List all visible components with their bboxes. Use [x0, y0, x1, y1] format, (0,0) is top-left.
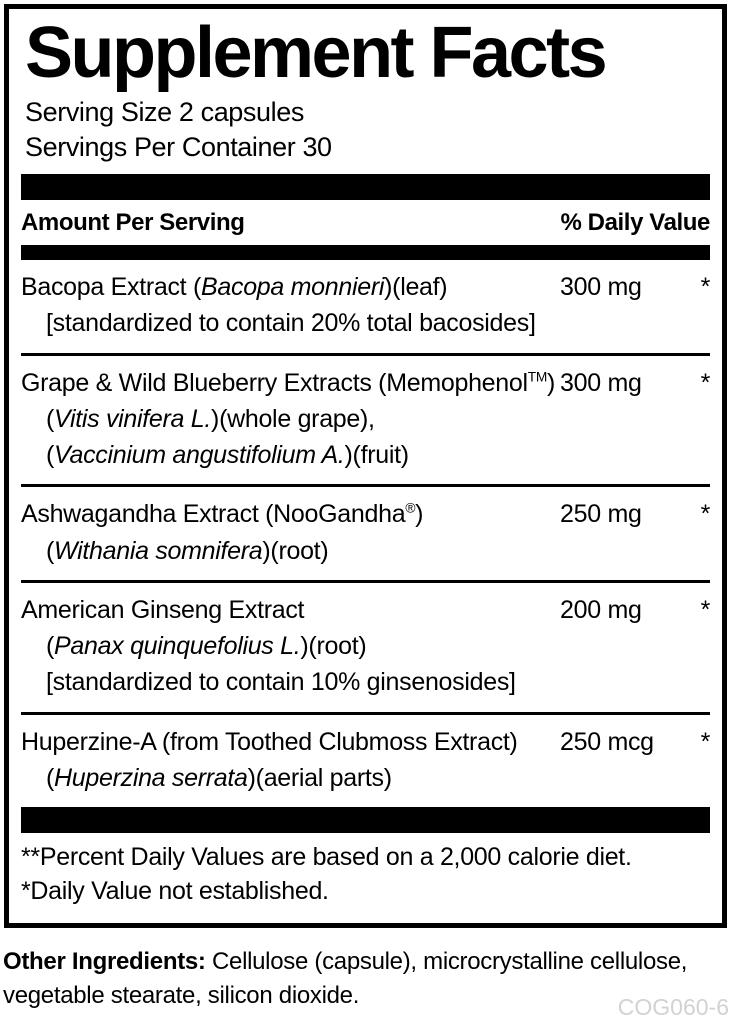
ingredient-name: Grape & Wild Blueberry Extracts (Memophenol™) [21, 368, 556, 397]
ingredient-row [21, 353, 710, 485]
ingredient-name-block [21, 592, 560, 701]
ingredient-daily-value: * [700, 500, 710, 529]
ingredient-daily-value: * [700, 595, 710, 624]
ingredient-amount: 200 mg [560, 595, 642, 624]
product-code: COG060-6 [617, 994, 729, 1020]
ingredient-detail: (Vaccinium angustifolium A.)(fruit) [46, 441, 409, 470]
supplement-facts-panel [4, 4, 727, 928]
serving-size: Serving Size 2 capsules [25, 97, 304, 127]
ingredient-name: American Ginseng Extract [21, 595, 305, 624]
ingredient-detail: [standardized to contain 10% ginsenosides] [46, 668, 516, 697]
ingredient-detail: [standardized to contain 20% total bacosides] [46, 309, 536, 338]
ingredient-name-block [21, 269, 560, 342]
ingredient-rows [21, 260, 710, 807]
ingredient-name-block [21, 496, 560, 569]
ingredient-row [21, 484, 710, 580]
ingredient-amount: 250 mg [560, 500, 642, 529]
ingredient-amount: 250 mcg [560, 727, 654, 756]
ingredient-name-block [21, 365, 560, 474]
ingredient-daily-value: * [700, 273, 710, 302]
other-ingredients-text: Cellulose (capsule), microcrystalline cellulose, vegetable stearate, silicon dioxide. [3, 948, 688, 1009]
divider-thick-bottom [21, 807, 710, 833]
ingredient-daily-value: * [700, 727, 710, 756]
footnote-percent-dv: **Percent Daily Values are based on a 2,000 calorie diet. [21, 843, 632, 872]
amount-per-serving-header: Amount Per Serving [21, 209, 245, 237]
ingredient-row [21, 712, 710, 808]
ingredient-row [21, 260, 710, 353]
column-header-row [21, 200, 710, 245]
footnote-dv-not-established: *Daily Value not established. [21, 876, 329, 905]
ingredient-name: Bacopa Extract (Bacopa monnieri)(leaf) [21, 273, 448, 302]
ingredient-amount: 300 mg [560, 273, 642, 302]
ingredient-name: Huperzine-A (from Toothed Clubmoss Extract) [21, 727, 518, 756]
ingredient-daily-value: * [700, 368, 710, 397]
ingredient-row [21, 580, 710, 712]
divider-medium [21, 245, 710, 260]
servings-per-container: Servings Per Container 30 [25, 132, 332, 163]
panel-title: Supplement Facts [25, 13, 606, 93]
footnotes [21, 833, 710, 913]
ingredient-name: Ashwagandha Extract (NooGandha®) [21, 500, 424, 529]
ingredient-detail: (Withania somnifera)(root) [46, 536, 329, 565]
ingredient-detail: (Vitis vinifera L.)(whole grape), [46, 404, 375, 433]
ingredient-detail: (Panax quinquefolius L.)(root) [46, 632, 367, 661]
ingredient-amount: 300 mg [560, 368, 642, 397]
ingredient-name-block [21, 724, 560, 797]
divider-thick-top [21, 174, 710, 200]
ingredient-detail: (Huperzina serrata)(aerial parts) [46, 763, 392, 792]
other-ingredients-label: Other Ingredients: [3, 948, 206, 975]
daily-value-header: % Daily Value [560, 209, 710, 237]
